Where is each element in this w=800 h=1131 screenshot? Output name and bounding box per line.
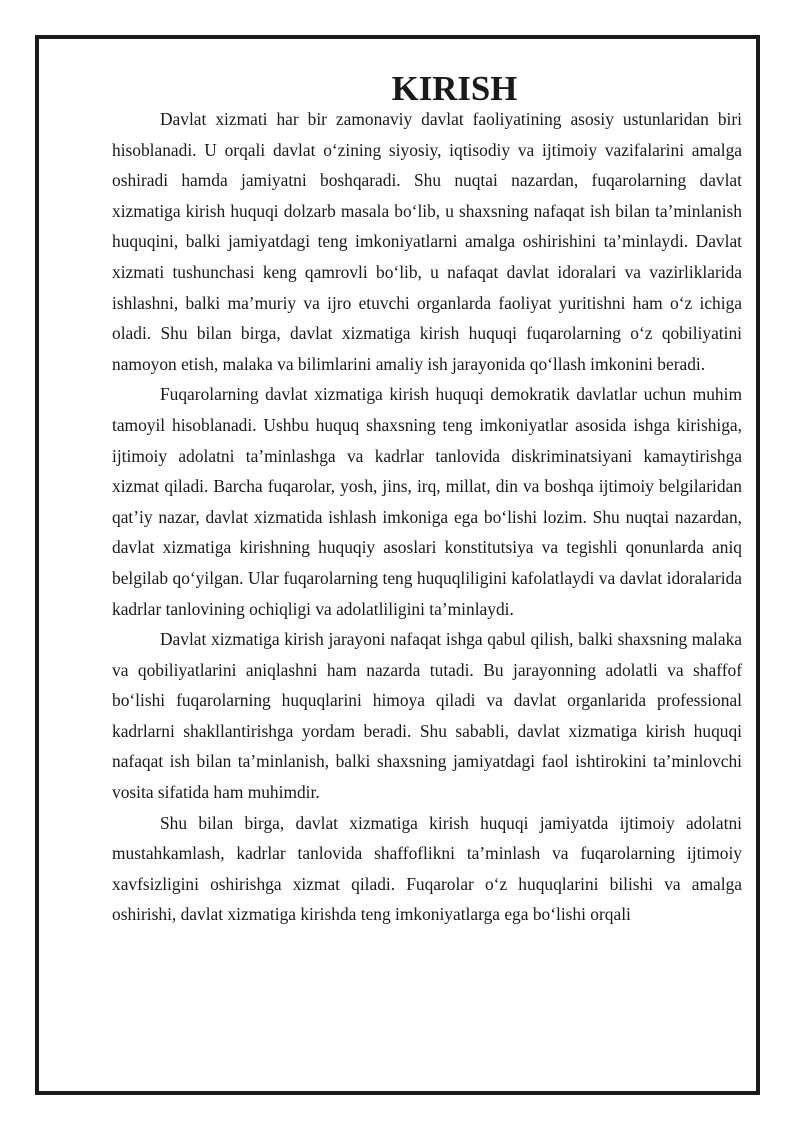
- paragraph-1: Davlat xizmati har bir zamonaviy davlat faoliyatining asosiy ustunlaridan biri hisoblanadi. U orqali davlat o‘zining siyosiy, iqtisodiy va ijtimoiy vazifalarini amalga oshiradi hamda jamiyatni boshqaradi. Shu nuqtai nazardan, fuqarolarning davlat xizmatiga kirish huquqi dolzarb masala bo‘lib, u shaxsning nafaqat ish bilan ta’minlanish huquqini, balki jamiyatdagi teng imkoniyatlarni amalga oshirishini ta’minlaydi. Davlat xizmati tushunchasi keng qamrovli bo‘lib, u nafaqat davlat idoralari va vazirliklarida ishlashni, balki ma’muriy va ijro etuvchi organlarda faoliyat yuritishni ham o‘z ichiga oladi. Shu bilan birga, davlat xizmatiga kirish huquqi fuqarolarning o‘z qobiliyatini namoyon etish, malaka va bilimlarini amaliy ish jarayonida qo‘llash imkonini beradi.: [112, 109, 742, 374]
- paragraph-2: Fuqarolarning davlat xizmatiga kirish huquqi demokratik davlatlar uchun muhim tamoyil hisoblanadi. Ushbu huquq shaxsning teng imkoniyatlar asosida ishga kirishiga, ijtimoiy adolatni ta’minlashga va kadrlar tanlovida diskriminatsiyani kamaytirishga xizmat qiladi. Barcha fuqarolar, yosh, jins, irq, millat, din va boshqa ijtimoiy belgilaridan qat’iy nazar, davlat xizmatida ishlash imkoniga ega bo‘lishi lozim. Shu nuqtai nazardan, davlat xizmatiga kirishning huquqiy asoslari konstitutsiya va tegishli qonunlarda aniq belgilab qo‘yilgan. Ular fuqarolarning teng huquqliligini kafolatlaydi va davlat idoralarida kadrlar tanlovining ochiqligi va adolatliligini ta’minlaydi.: [112, 384, 742, 619]
- page-title: KIRISH: [391, 69, 518, 108]
- paragraph-3: Davlat xizmatiga kirish jarayoni nafaqat ishga qabul qilish, balki shaxsning malaka va qobiliyatlarini aniqlashni ham nazarda tutadi. Bu jarayonning adolatli va shaffof bo‘lishi fuqarolarning huquqlarini himoya qiladi va davlat organlarida professional kadrlarni shakllantirishga yordam beradi. Shu sababli, davlat xizmatiga kirish huquqi nafaqat ish bilan ta’minlanish, balki shaxsning jamiyatdagi faol ishtirokini ta’minlovchi vosita sifatida ham muhimdir.: [112, 629, 742, 803]
- paragraph-4: Shu bilan birga, davlat xizmatiga kirish huquqi jamiyatda ijtimoiy adolatni mustahkamlash, kadrlar tanlovida shaffoflikni ta’minlash va fuqarolarning ijtimoiy xavfsizligini oshirishga xizmat qiladi. Fuqarolar o‘z huquqlarini bilishi va amalga oshirishi, davlat xizmatiga kirishda teng imkoniyatlarga ega bo‘lishi orqali: [112, 812, 742, 925]
- document-body: [112, 69, 742, 930]
